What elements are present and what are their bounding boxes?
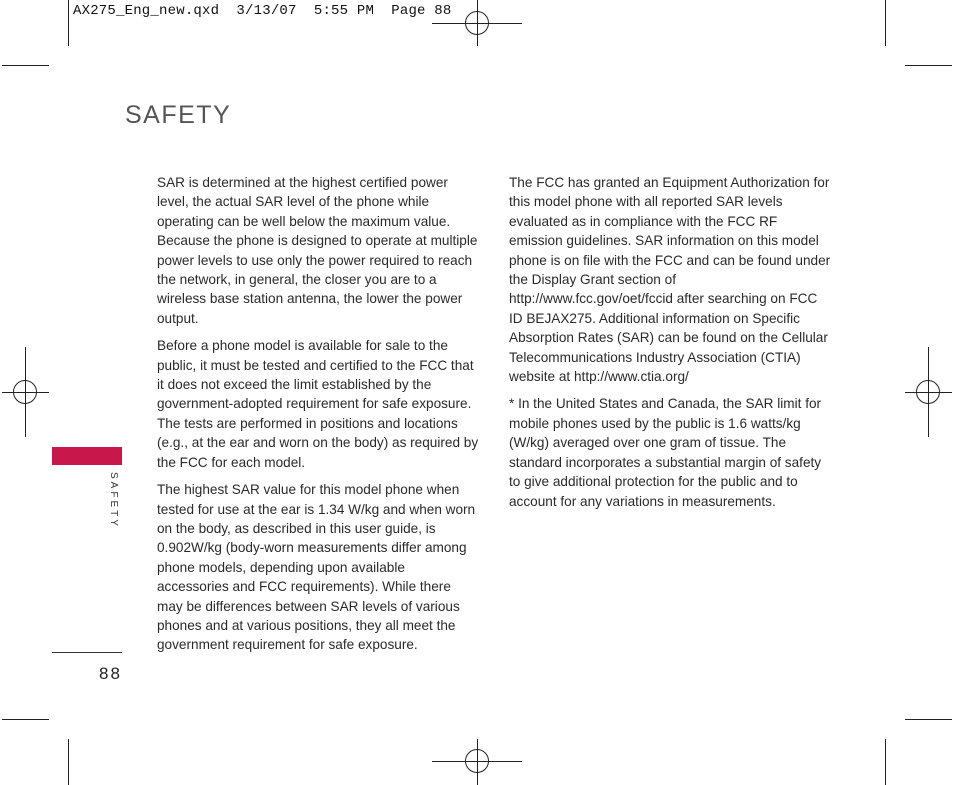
section-title: SAFETY [125,101,232,129]
section-tab-bar [52,447,122,465]
registration-circle-top [465,11,489,35]
crop-mark-top-left-v [68,0,69,46]
crop-mark-bottom-left-v [68,739,69,785]
paragraph: SAR is determined at the highest certified power level, the actual SAR level of the phone while operating can be well below the maximum value. Because the phone is designed to operate at multiple power levels to use only the power required to reach the network, in general, the closer you are to a wireless base station antenna, the lower the power output. [157,175,478,326]
paragraph: The highest SAR value for this model phone when tested for use at the ear is 1.34 W/kg and when worn on the body, as described in this user guide, is 0.902W/kg (body-worn measurements differ among phone models, depending upon available accessories and FCC requirements). While there may be differences between SAR levels of various phones and at various positions, they all meet the government requirement for safe exposure. [157,482,476,653]
crop-mark-bottom-left-h [2,719,49,720]
paragraph: Before a phone model is available for sale to the public, it must be tested and certified to the FCC that it does not exceed the limit established by the government-adopted requirement for safe exposure. The tests are performed in positions and locations (e.g., at the ear and worn on the body) as required by the FCC for each model. [157,338,479,470]
footnote-paragraph: * In the United States and Canada, the SAR limit for mobile phones used by the public is 1.6 watts/kg (W/kg) averaged over one gram of tissue. The standard incorporates a substantial margin of safety to give additional protection for the public and to account for any variations in measurements. [509,396,822,509]
print-slug-line: AX275_Eng_new.qxd 3/13/07 5:55 PM Page 88 [73,3,452,19]
paragraph: The FCC has granted an Equipment Authorization for this model phone with all reported SAR levels evaluated as in compliance with the FCC RF emission guidelines. SAR information on this model phone is on file with the FCC and can be found under the Display Grant section of http://www.fcc.gov/oet/fccid after searching on FCC ID BEJAX275. Additional information on Specific Absorption Rates (SAR) can be found on the Cellular Telecommunications Industry Association (CTIA) website at http://www.ctia.org/ [509,175,831,385]
registration-circle-right [916,380,940,404]
registration-circle-left [13,380,37,404]
footer-rule [52,652,122,653]
right-text-column [509,173,834,519]
section-tab-label: SAFETY [108,472,119,529]
crop-mark-top-right-v [885,0,886,46]
crop-mark-top-right-h [905,65,952,66]
page-number: 88 [99,664,122,683]
crop-mark-top-left-h [2,65,49,66]
registration-circle-bottom [465,749,489,773]
left-text-column [157,173,479,663]
crop-mark-bottom-right-v [885,739,886,785]
crop-mark-bottom-right-h [905,719,952,720]
